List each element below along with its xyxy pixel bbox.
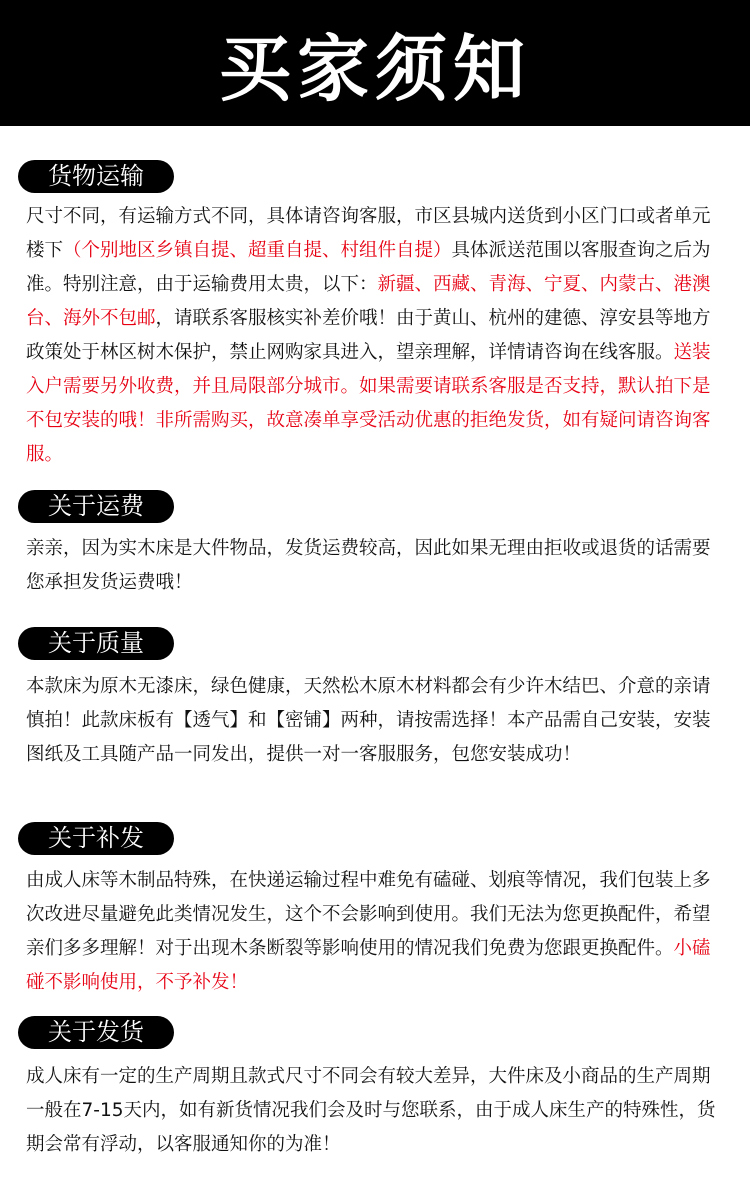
section-body-delivery <box>26 1060 726 1162</box>
reissue-text-1: 由成人床等木制品特殊，在快递运输过程中难免有磕碰、划痕等情况，我们包装上多次改进尽量避免此类情况发生，这个不会影响到使用。我们无法为您更换配件，希望亲们多多理解！对于出现木条断裂等影响使用的情况我们免费为您跟更换配件。 <box>26 870 711 959</box>
shipping-text-5: ，请联系客服核实补差价哦！由于黄山、杭州的建德、淳安县等地方政策处于林区树木保护，禁止网购家具进入，望亲理解，详情请咨询在线客服。 <box>26 308 711 363</box>
shipping-text-3: 具体派送范围以客服查询之后为准。特别注意，由于运输费用太贵，以下： <box>26 240 711 295</box>
reissue-text-2: 小磕碰不影响使用，不予补发！ <box>26 938 711 993</box>
shipping-text-6: 送装入户需要另外收费，并且局限部分城市。如果需要请联系客服是否支持，默认拍下是不包安装的哦！非所需购买，故意凑单享受活动优惠的拒绝发货，如有疑问请咨询客服。 <box>26 342 711 465</box>
section-heading-delivery: 关于发货 <box>18 1016 174 1049</box>
page-title: 买家须知 <box>218 27 531 111</box>
section-heading-reissue: 关于补发 <box>18 822 174 855</box>
section-body-reissue <box>26 864 726 1000</box>
section-body-freight <box>26 532 726 600</box>
quality-text-1: 本款床为原木无漆床，绿色健康，天然松木原木材料都会有少许木结巴、介意的亲请慎拍！此款床板有【透气】和【密铺】两种，请按需选择！本产品需自己安装，安装图纸及工具随产品一同发出，提供一对一客服服务，包您安装成功！ <box>26 676 711 765</box>
delivery-text-1: 成人床有一定的生产周期且款式尺寸不同会有较大差异，大件床及小商品的生产周期一般在7-15天内，如有新货情况我们会及时与您联系，由于成人床生产的特殊性，货期会常有浮动，以客服通知你的为准！ <box>26 1066 716 1155</box>
section-body-quality <box>26 670 726 772</box>
section-heading-freight: 关于运费 <box>18 490 174 523</box>
freight-text-1: 亲亲，因为实木床是大件物品，发货运费较高，因此如果无理由拒收或退货的话需要您承担发货运费哦！ <box>26 538 711 593</box>
shipping-text-2: （个别地区乡镇自提、超重自提、村组件自提） <box>63 240 452 261</box>
page-header <box>0 0 750 126</box>
shipping-text-1: 尺寸不同，有运输方式不同，具体请咨询客服，市区县城内送货到小区门口或者单元楼下 <box>26 206 711 261</box>
section-heading-quality: 关于质量 <box>18 627 174 660</box>
section-heading-shipping: 货物运输 <box>18 160 174 193</box>
section-body-shipping <box>26 200 726 472</box>
shipping-text-4: 新疆、西藏、青海、宁夏、内蒙古、港澳台、海外不包邮 <box>26 274 711 329</box>
